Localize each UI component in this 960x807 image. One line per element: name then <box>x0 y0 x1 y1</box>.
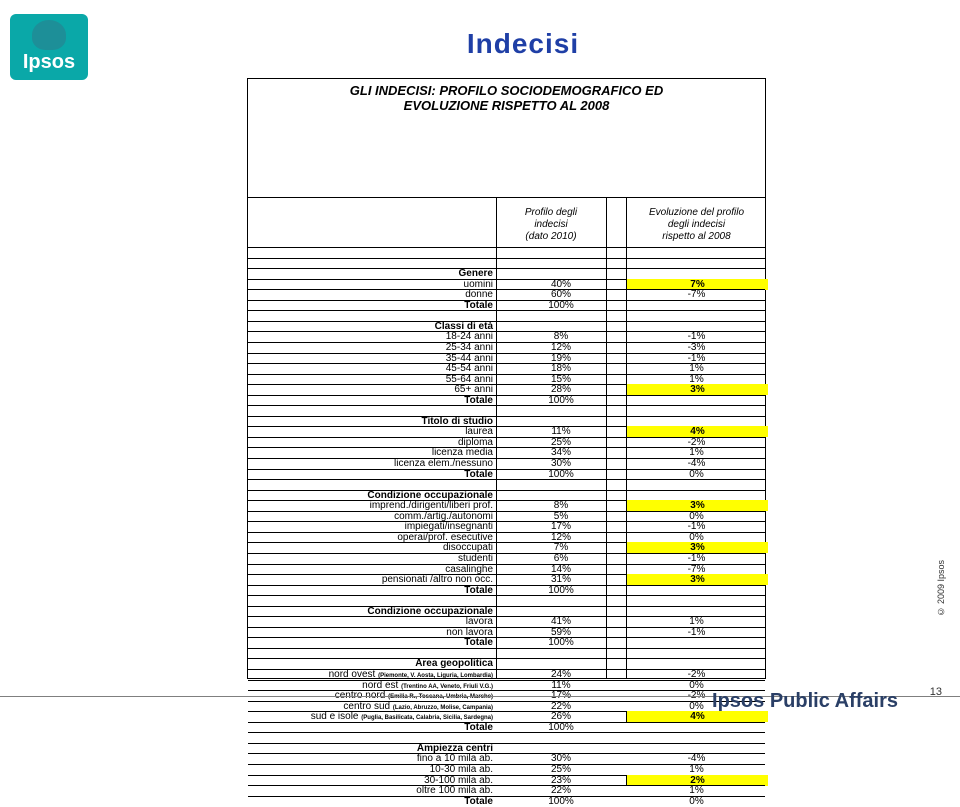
table-row <box>248 564 765 575</box>
row-label <box>424 775 493 786</box>
row-label <box>465 289 493 300</box>
profile-value: 14% <box>550 563 571 575</box>
evolution-value: -2% <box>687 669 706 680</box>
row-label-text: studenti <box>457 552 493 564</box>
row-label-text: sud e isole <box>310 711 359 723</box>
evolution-value-highlighted: 4% <box>626 711 768 722</box>
column-header-evolution-line: rispetto al 2008 <box>662 231 731 242</box>
row-label <box>394 511 493 522</box>
row-label-text: laurea <box>465 426 493 438</box>
evolution-value: -4% <box>687 753 706 765</box>
profile-value: 24% <box>550 669 571 680</box>
row-label-text: 65+ anni <box>454 384 493 396</box>
row-label <box>446 331 493 342</box>
row-label-text: Classi di età <box>434 320 493 332</box>
evolution-value-highlighted: 3% <box>626 500 768 511</box>
row-label-text: impiegati/insegnanti <box>404 521 493 533</box>
row-label-text: Totale <box>464 584 493 596</box>
table-row <box>248 395 765 406</box>
column-header-profile-line: indecisi <box>534 219 568 230</box>
evolution-value: 1% <box>689 785 704 797</box>
row-label <box>405 521 493 532</box>
table-row <box>248 521 765 532</box>
row-label <box>446 363 493 374</box>
table-row <box>248 426 765 437</box>
table-row <box>248 627 765 638</box>
table-row <box>248 616 765 627</box>
evolution-value-highlighted: 3% <box>626 542 768 553</box>
table-row <box>248 722 765 733</box>
evolution-value: -1% <box>687 521 706 533</box>
table-title-line-2: EVOLUZIONE RISPETTO AL 2008 <box>403 98 610 113</box>
row-label <box>415 658 493 669</box>
profile-value: 23% <box>550 774 571 786</box>
row-label-text: pensionati /altro non occ. <box>381 574 493 586</box>
evolution-value: 1% <box>689 373 704 385</box>
row-label-text: 10-30 mila ab. <box>429 763 493 775</box>
profile-value: 22% <box>550 700 571 712</box>
profile-value: 100% <box>548 584 574 596</box>
row-label-text: Totale <box>464 795 493 807</box>
table-row <box>248 753 765 764</box>
row-label <box>382 574 493 585</box>
row-label-text: operai/prof. esecutive <box>397 531 493 543</box>
row-label-note: (Lazio, Abruzzo, Molise, Campania) <box>392 704 493 711</box>
column-header-evolution-line: Evoluzione del profilo <box>648 207 745 218</box>
table-row <box>248 405 765 416</box>
table-row <box>248 458 765 469</box>
row-label-text: casalinghe <box>445 563 493 575</box>
profile-value: 6% <box>553 552 569 564</box>
table-row <box>248 258 765 269</box>
table-row <box>248 764 765 775</box>
table-row <box>248 595 765 606</box>
evolution-value: 1% <box>689 763 704 775</box>
evolution-value: -1% <box>687 626 706 638</box>
row-label <box>446 374 493 385</box>
row-label <box>464 395 493 406</box>
row-label-text: imprend./dirigenti/liberi prof. <box>369 500 493 512</box>
profile-value: 11% <box>551 426 571 438</box>
row-label-text: nord est <box>362 679 399 691</box>
row-label-note: (Trentino AA, Veneto, Friuli V.G.) <box>401 683 493 690</box>
header-divider <box>248 197 765 198</box>
profile-value: 60% <box>550 289 571 301</box>
table-row <box>248 775 765 786</box>
evolution-value-highlighted: 3% <box>626 384 768 395</box>
table-row <box>248 574 765 585</box>
profile-value: 25% <box>550 436 571 448</box>
profile-value: 59% <box>550 626 571 638</box>
table-row <box>248 300 765 311</box>
table-row <box>248 711 765 722</box>
profile-value: 40% <box>550 278 571 290</box>
profile-value: 22% <box>550 785 571 797</box>
data-table <box>247 78 766 807</box>
profile-value: 100% <box>548 721 574 733</box>
row-label <box>446 627 493 638</box>
profile-value: 11% <box>551 679 571 691</box>
row-label-text: comm./artig./autonomi <box>394 510 493 522</box>
table-row <box>248 437 765 448</box>
evolution-value: 0% <box>689 679 704 691</box>
row-label <box>464 469 493 480</box>
logo-text: Ipsos <box>22 51 76 73</box>
row-label-text: fino a 10 mila ab. <box>416 753 493 765</box>
profile-value: 15% <box>550 373 571 385</box>
profile-value: 12% <box>550 341 571 353</box>
evolution-value: 1% <box>689 447 704 459</box>
column-header-profile-line: (dato 2010) <box>525 231 577 242</box>
evolution-value: 0% <box>689 468 704 480</box>
row-label-text: 30-100 mila ab. <box>424 774 493 786</box>
table-row <box>248 331 765 342</box>
evolution-value-highlighted: 4% <box>626 426 768 437</box>
row-label-note: (Emilia R., Toscana, Umbria, Marche) <box>388 694 493 701</box>
evolution-value-highlighted: 3% <box>626 574 768 585</box>
row-label-text: uomini <box>463 278 493 290</box>
evolution-value: 0% <box>689 510 704 522</box>
row-label <box>443 542 493 553</box>
evolution-value: -3% <box>687 341 706 353</box>
table-row <box>248 289 765 300</box>
column-header-evolution <box>626 207 767 243</box>
profile-value: 34% <box>550 447 571 459</box>
table-row <box>248 479 765 490</box>
profile-value: 12% <box>550 531 571 543</box>
table-row <box>248 606 765 617</box>
row-label <box>422 416 493 427</box>
row-label-text: Area geopolitica <box>415 658 493 670</box>
row-label-text: Totale <box>464 721 493 733</box>
table-row <box>248 342 765 353</box>
row-label-text: licenza elem./nessuno <box>394 458 493 469</box>
table-row <box>248 585 765 596</box>
row-label-note: (Piemonte, V. Aosta, Liguria, Lombardia) <box>378 673 493 679</box>
table-row <box>248 469 765 480</box>
table-row <box>248 500 765 511</box>
row-label-text: non lavora <box>446 626 493 638</box>
row-label <box>464 722 493 733</box>
row-label <box>367 606 493 617</box>
row-label <box>435 321 493 332</box>
row-label <box>397 532 493 543</box>
evolution-value: -1% <box>687 352 706 364</box>
row-label-text: Totale <box>464 468 493 480</box>
profile-value: 100% <box>548 468 574 480</box>
evolution-value-highlighted: 7% <box>626 279 768 290</box>
row-label-text: Totale <box>464 637 493 649</box>
row-label <box>466 616 493 627</box>
row-label-note: (Puglia, Basilicata, Calabria, Sicilia, Sardegna) <box>361 715 493 722</box>
row-label <box>458 553 493 564</box>
footer-brand: Ipsos Public Affairs <box>712 690 898 712</box>
table-row <box>248 785 765 796</box>
table-row <box>248 416 765 427</box>
profile-value: 100% <box>548 299 574 311</box>
profile-value: 17% <box>550 690 571 702</box>
row-label-text: oltre 100 mila ab. <box>416 785 493 797</box>
table-row <box>248 268 765 279</box>
row-label-text: donne <box>465 289 493 301</box>
table-row <box>248 321 765 332</box>
table-row <box>248 701 765 712</box>
row-label-text: 45-54 anni <box>445 363 493 375</box>
profile-value: 28% <box>550 384 571 396</box>
evolution-value: -1% <box>687 331 706 343</box>
table-row <box>248 447 765 458</box>
column-header-profile-line: Profilo degli <box>524 207 578 218</box>
row-label-text: disoccupati <box>442 542 493 554</box>
profile-value: 7% <box>553 542 569 554</box>
row-label <box>458 437 493 448</box>
evolution-value: 1% <box>689 616 704 628</box>
row-label <box>445 564 493 575</box>
column-header-evolution-line: degli indecisi <box>667 219 726 230</box>
row-label-text: Condizione occupazionale <box>367 605 493 617</box>
row-label-text: Titolo di studio <box>421 415 493 427</box>
profile-value: 100% <box>548 394 574 406</box>
row-label <box>459 268 493 279</box>
row-label <box>464 279 493 290</box>
row-label-text: Genere <box>458 268 493 280</box>
row-label <box>417 743 493 754</box>
profile-value: 100% <box>548 795 574 807</box>
evolution-value: 1% <box>689 363 704 375</box>
evolution-value: -2% <box>687 436 706 448</box>
table-row <box>248 532 765 543</box>
column-header-profile <box>496 207 606 243</box>
evolution-value-highlighted: 2% <box>626 775 768 786</box>
evolution-value: -2% <box>687 690 706 702</box>
row-label-text: diploma <box>457 436 493 448</box>
row-label-text: lavora <box>465 616 493 628</box>
row-label-text: 25-34 anni <box>445 341 493 353</box>
table-title-line-1: GLI INDECISI: PROFILO SOCIODEMOGRAFICO ED <box>349 83 664 98</box>
table-row <box>248 511 765 522</box>
row-label <box>367 490 493 501</box>
table-row <box>248 247 765 258</box>
row-label-text: 18-24 anni <box>445 331 493 343</box>
table-row <box>248 542 765 553</box>
table-row <box>248 353 765 364</box>
table-row <box>248 658 765 669</box>
profile-value: 30% <box>550 458 571 469</box>
profile-value: 8% <box>553 500 569 512</box>
profile-value: 5% <box>553 510 569 522</box>
table-row <box>248 732 765 743</box>
table-row <box>248 743 765 754</box>
row-label <box>416 785 493 796</box>
row-label-text: Condizione occupazionale <box>367 489 493 501</box>
table-row <box>248 637 765 648</box>
evolution-value: -7% <box>687 563 706 575</box>
evolution-value: 0% <box>689 795 704 807</box>
table-row <box>248 553 765 564</box>
row-label <box>464 796 493 807</box>
row-label <box>464 300 493 311</box>
row-label-text: centro sud <box>343 700 391 712</box>
row-label-text: licenza media <box>431 447 493 459</box>
row-label-text: Ampiezza centri <box>416 742 493 754</box>
row-label-text: nord ovest <box>328 669 376 680</box>
evolution-value: -7% <box>687 289 706 301</box>
row-label <box>430 764 493 775</box>
profile-value: 26% <box>550 711 571 723</box>
table-title <box>248 83 765 113</box>
profile-value: 41% <box>550 616 571 628</box>
profile-value: 31% <box>550 574 571 586</box>
copyright-notice: © 2009 Ipsos <box>936 560 946 617</box>
evolution-value: -4% <box>687 458 706 469</box>
row-label <box>446 342 493 353</box>
profile-value: 100% <box>548 637 574 649</box>
table-row <box>248 279 765 290</box>
row-label-text: centro nord <box>334 690 386 702</box>
row-label-text: Totale <box>464 299 493 311</box>
slide-title: Indecisi <box>466 28 580 59</box>
table-row <box>248 796 765 807</box>
row-label <box>464 637 493 648</box>
row-label-text: 55-64 anni <box>445 373 493 385</box>
table-row <box>248 384 765 395</box>
table-row <box>248 363 765 374</box>
evolution-value: -1% <box>687 552 706 564</box>
row-label <box>417 753 493 764</box>
profile-value: 30% <box>550 753 571 765</box>
row-label <box>370 500 493 511</box>
table-row <box>248 648 765 659</box>
profile-value: 18% <box>550 363 571 375</box>
evolution-value: 0% <box>689 531 704 543</box>
row-label <box>432 447 493 458</box>
row-label <box>465 426 493 437</box>
evolution-value: 0% <box>689 700 704 712</box>
row-label <box>464 585 493 596</box>
table-row <box>248 310 765 321</box>
table-row <box>248 374 765 385</box>
profile-value: 17% <box>550 521 571 533</box>
row-label <box>446 353 493 364</box>
table-row <box>248 669 765 680</box>
profile-value: 25% <box>550 763 571 775</box>
row-label <box>454 384 493 395</box>
profile-value: 8% <box>553 331 569 343</box>
table-row <box>248 680 765 691</box>
table-row <box>248 490 765 501</box>
row-label <box>394 458 493 469</box>
row-label-text: Totale <box>464 394 493 406</box>
row-label-text: 35-44 anni <box>445 352 493 364</box>
page-number: 13 <box>929 686 942 698</box>
profile-value: 19% <box>550 352 571 364</box>
